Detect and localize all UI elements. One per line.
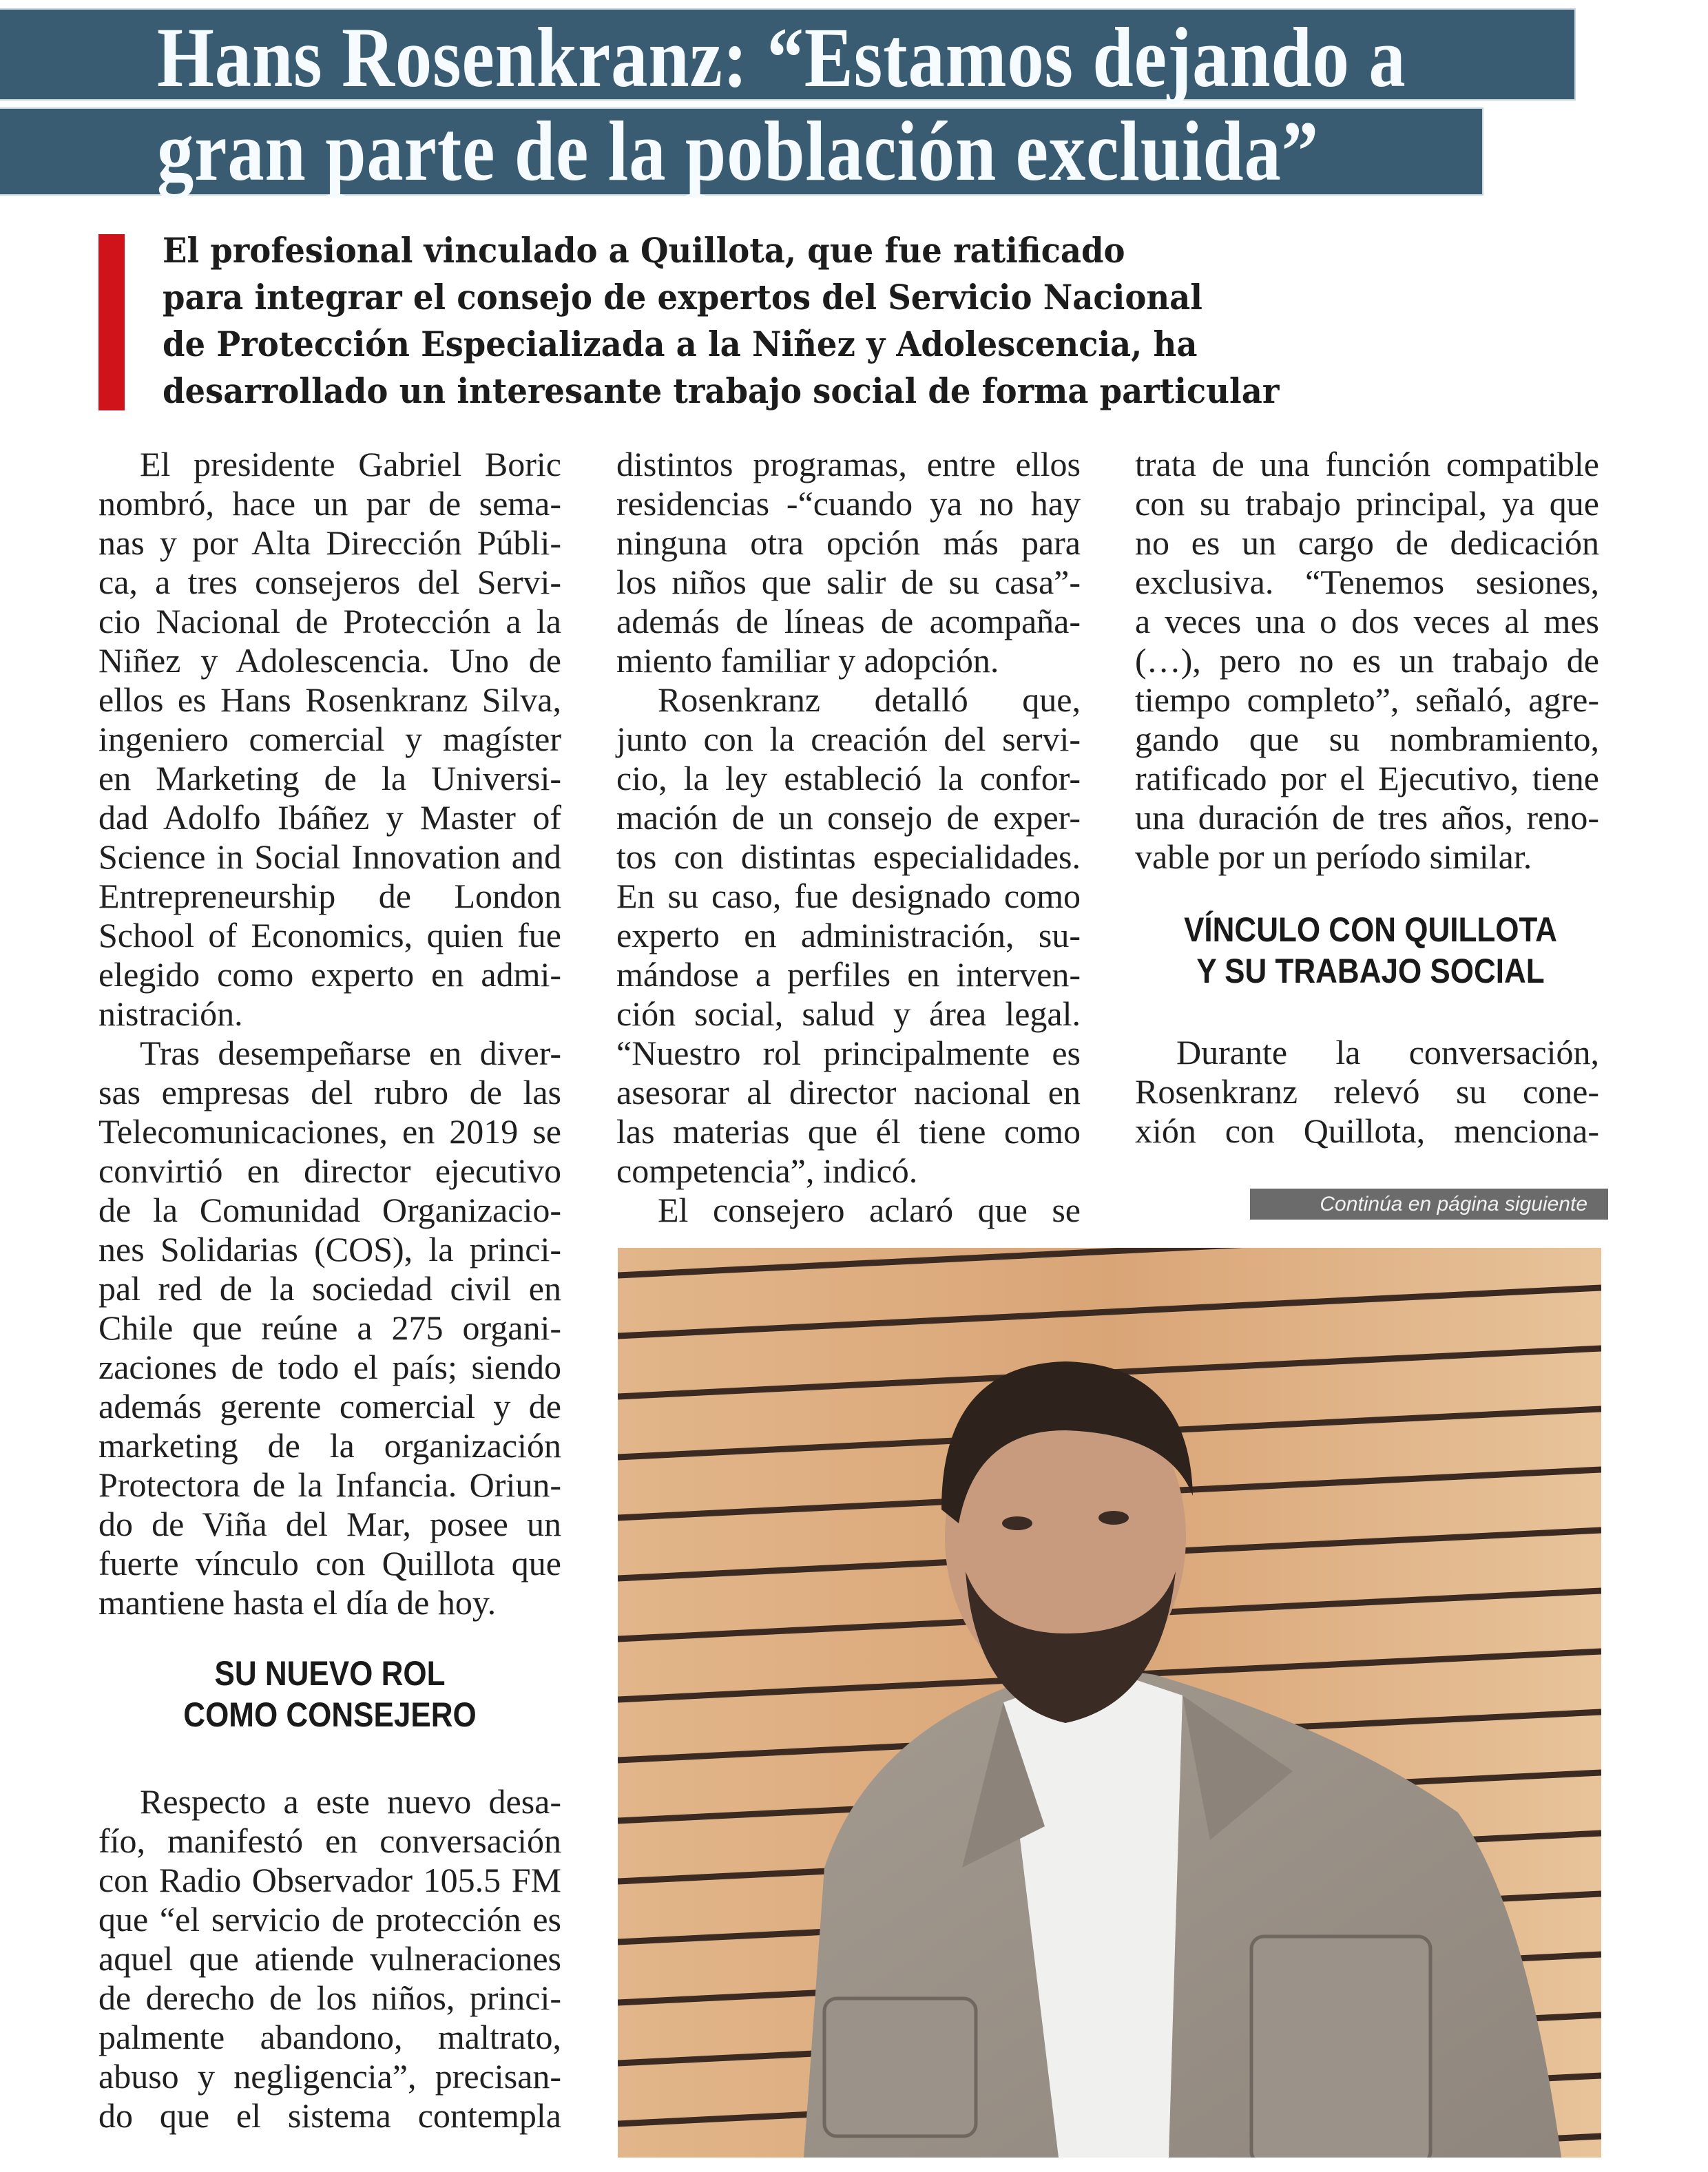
text-line: Telecomunicaciones, en 2019 se xyxy=(98,1112,561,1151)
text-line: ninguna otra opción más para xyxy=(616,523,1081,562)
right-eye xyxy=(1098,1511,1129,1525)
chest-pocket xyxy=(1251,1936,1430,2158)
text-line: School of Economics, quien fue xyxy=(98,916,561,954)
portrait-photo xyxy=(618,1248,1601,2158)
text-line: fuerte vínculo con Quillota que xyxy=(98,1544,561,1583)
paragraph xyxy=(616,445,1081,680)
portrait-photo-illustration xyxy=(618,1248,1601,2158)
headline-line-2: gran parte de la población excluida” xyxy=(157,104,1319,198)
text-line: además de líneas de acompaña- xyxy=(616,602,1081,640)
text-line: en Marketing de la Universi- xyxy=(98,759,561,797)
subheading-line: Y SU TRABAJO SOCIAL xyxy=(1196,952,1545,990)
article-column-2 xyxy=(616,445,1081,1230)
text-line: nistración. xyxy=(98,994,243,1033)
article-column-3-continued xyxy=(1135,1033,1599,1151)
text-line: sas empresas del rubro de las xyxy=(98,1073,561,1111)
paragraph xyxy=(1135,445,1599,877)
text-line: con Radio Observador 105.5 FM xyxy=(98,1861,561,1899)
left-eye xyxy=(1002,1516,1032,1530)
deck-line: El profesional vinculado a Quillota, que fue ratificado xyxy=(163,230,1125,271)
text-line: vable por un período similar. xyxy=(1135,837,1532,876)
deck-line: para integrar el consejo de expertos del Servicio Nacional xyxy=(163,277,1202,317)
text-line: con su trabajo principal, ya que xyxy=(1135,484,1599,523)
text-line: nombró, hace un par de sema- xyxy=(98,484,561,523)
text-line: trata de una función compatible xyxy=(1135,445,1599,483)
article-column-3 xyxy=(1135,445,1599,877)
text-line: distintos programas, entre ellos xyxy=(616,445,1081,483)
text-line: Respecto a este nuevo desa- xyxy=(140,1782,561,1821)
subheading-line: COMO CONSEJERO xyxy=(183,1695,477,1734)
text-line: dad Adolfo Ibáñez y Master of xyxy=(98,798,561,837)
continue-next-page-label: Continúa en página siguiente xyxy=(1250,1189,1608,1220)
subheading-nuevo-rol xyxy=(126,1653,533,1735)
paragraph xyxy=(616,680,1081,1191)
deck-summary xyxy=(163,227,1280,415)
paragraph xyxy=(98,1782,561,2136)
text-line: experto en administración, su- xyxy=(616,916,1081,954)
text-line: Science in Social Innovation and xyxy=(98,837,561,876)
text-line: fío, manifestó en conversación xyxy=(98,1821,561,1860)
text-line: nes Solidarias (COS), la princi- xyxy=(98,1230,561,1268)
chest-pocket-left xyxy=(824,1998,976,2136)
text-line: ca, a tres consejeros del Servi- xyxy=(98,563,561,601)
text-line: tos con distintas especialidades. xyxy=(616,837,1081,876)
text-line: xión con Quillota, menciona- xyxy=(1135,1111,1599,1150)
text-line: no es un cargo de dedicación xyxy=(1135,523,1599,562)
subheading-vinculo-quillota xyxy=(1152,909,1589,992)
paragraph xyxy=(98,445,561,1034)
deck-accent-bar xyxy=(98,234,125,410)
text-line: los niños que salir de su casa”- xyxy=(616,563,1081,601)
text-line: una duración de tres años, reno- xyxy=(1135,798,1599,837)
text-line: de derecho de los niños, princi- xyxy=(98,1978,561,2017)
text-line: do que el sistema contempla xyxy=(98,2096,561,2135)
text-line: En su caso, fue designado como xyxy=(616,877,1081,915)
text-line: además gerente comercial y de xyxy=(98,1387,561,1426)
text-line: do de Viña del Mar, posee un xyxy=(98,1505,561,1543)
text-line: gando que su nombramiento, xyxy=(1135,720,1599,758)
text-line: que “el servicio de protección es xyxy=(98,1900,561,1939)
paragraph xyxy=(1135,1033,1599,1151)
text-line: miento familiar y adopción. xyxy=(616,641,999,680)
deck-line: desarrollado un interesante trabajo social de forma particular xyxy=(163,370,1280,411)
text-line: junto con la creación del servi- xyxy=(616,720,1081,758)
paragraph xyxy=(98,1034,561,1622)
subheading-line: SU NUEVO ROL xyxy=(214,1654,446,1693)
text-line: abuso y negligencia”, precisan- xyxy=(98,2057,561,2096)
text-line: cio, la ley estableció la confor- xyxy=(616,759,1081,797)
text-line: Rosenkranz detalló que, xyxy=(658,680,1081,719)
text-line: a veces una o dos veces al mes xyxy=(1135,602,1599,640)
text-line: mación de un consejo de exper- xyxy=(616,798,1081,837)
text-line: las materias que él tiene como xyxy=(616,1112,1081,1151)
text-line: cio Nacional de Protección a la xyxy=(98,602,561,640)
text-line: Durante la conversación, xyxy=(1176,1033,1599,1072)
text-line: El presidente Gabriel Boric xyxy=(140,445,561,483)
subheading-line: VÍNCULO CON QUILLOTA xyxy=(1184,910,1557,949)
text-line: zaciones de todo el país; siendo xyxy=(98,1348,561,1386)
text-line: asesorar al director nacional en xyxy=(616,1073,1081,1111)
text-line: ingeniero comercial y magíster xyxy=(98,720,561,758)
text-line: Niñez y Adolescencia. Uno de xyxy=(98,641,561,680)
text-line: mándose a perfiles en interven- xyxy=(616,955,1081,994)
text-line: Chile que reúne a 275 organi- xyxy=(98,1308,561,1347)
text-line: elegido como experto en admi- xyxy=(98,955,561,994)
text-line: mantiene hasta el día de hoy. xyxy=(98,1583,497,1622)
text-line: residencias -“cuando ya no hay xyxy=(616,484,1081,523)
text-line: marketing de la organización xyxy=(98,1426,561,1465)
text-line: El consejero aclaró que se xyxy=(658,1191,1081,1229)
text-line: convirtió en director ejecutivo xyxy=(98,1151,561,1190)
text-line: pal red de la sociedad civil en xyxy=(98,1269,561,1308)
text-line: nas y por Alta Dirección Públi- xyxy=(98,523,561,562)
article-column-1 xyxy=(98,445,561,1622)
text-line: Tras desempeñarse en diver- xyxy=(140,1034,561,1072)
text-line: de la Comunidad Organizacio- xyxy=(98,1191,561,1229)
deck-line: de Protección Especializada a la Niñez y Adolescencia, ha xyxy=(163,324,1198,364)
text-line: exclusiva. “Tenemos sesiones, xyxy=(1135,563,1599,601)
text-line: Rosenkranz relevó su cone- xyxy=(1135,1072,1599,1111)
text-line: competencia”, indicó. xyxy=(616,1151,918,1190)
text-line: aquel que atiende vulneraciones xyxy=(98,1939,561,1978)
headline-line-1: Hans Rosenkranz: “Estamos dejando a xyxy=(157,10,1406,105)
text-line: ellos es Hans Rosenkranz Silva, xyxy=(98,680,561,719)
text-line: palmente abandono, maltrato, xyxy=(98,2018,561,2056)
text-line: Protectora de la Infancia. Oriun- xyxy=(98,1465,561,1504)
text-line: (…), pero no es un trabajo de xyxy=(1135,641,1599,680)
text-line: tiempo completo”, señaló, agre- xyxy=(1135,680,1599,719)
text-line: ratificado por el Ejecutivo, tiene xyxy=(1135,759,1599,797)
article-column-1-continued xyxy=(98,1782,561,2136)
paragraph xyxy=(616,1191,1081,1230)
text-line: Entrepreneurship de London xyxy=(98,877,561,915)
text-line: “Nuestro rol principalmente es xyxy=(616,1034,1081,1072)
text-line: ción social, salud y área legal. xyxy=(616,994,1081,1033)
